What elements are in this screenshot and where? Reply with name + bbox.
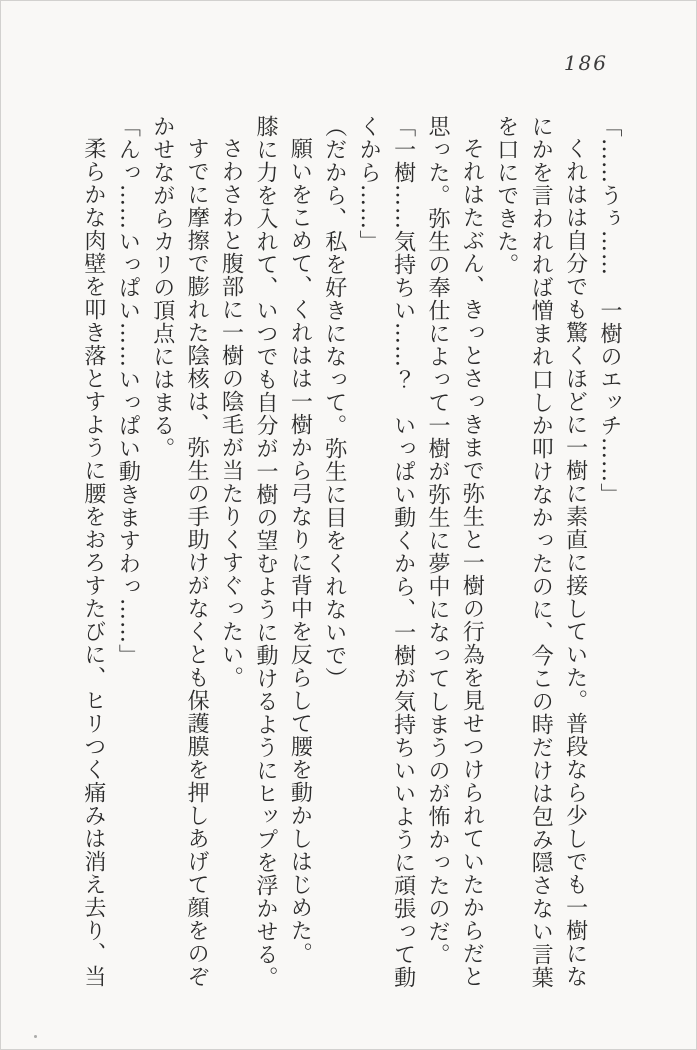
narrative-paragraph: 願いをこめて、くれはは一樹から弓なりに背中を反らして腰を動かしはじめた。 [287,137,313,965]
narrative-paragraph: さわさわと腹部に一樹の陰毛が当たりくすぐったい。 [218,137,244,689]
thought-paragraph: （だから、私を好きになって。弥生に目をくれないで） [321,115,347,690]
narrative-paragraph: 柔らかな肉壁を叩き落とすように腰をおろすたびに、ヒリつく痛みは消え去り、当 [80,137,106,988]
dialogue-paragraph: 「一樹……気持ちい……？ いっぱい動くから、一樹が気持ちいいように頑張って動くから……」 [356,115,416,989]
narrative-paragraph: すでに摩擦で膨れた陰核は、弥生の手助けがなくとも保護膜を押しあげて顔をのぞかせながらカリの頂点にはまる。 [149,115,210,988]
narrative-paragraph: それはたぶん、きっとさっきまで弥生と一樹の行為を見せつけられていたからだと思った。弥生の奉仕によって一樹が弥生に夢中になってしまうのが怖かったのだ。 [424,115,485,988]
dialogue-paragraph: 「んっ……いっぱい……いっぱい動きますわっ……」 [115,115,141,667]
vertical-text-block [66,115,626,993]
narrative-paragraph: くれはは自分でも驚くほどに一樹に素直に接していた。普段なら少しでも一樹になにかを言われれば憎まれ口しか叩けなかったのに、今この時だけは包み隠さない言葉を口にできた。 [493,115,588,989]
narrative-paragraph: 膝に力を入れて、いつでも自分が一樹の望むように動けるようにヒップを浮かせる。 [252,115,278,989]
page-number: 186 [563,51,608,75]
dialogue-paragraph: 「……うぅ…… 一樹のエッチ……」 [597,115,622,506]
scan-artifact-dot [34,1035,37,1038]
